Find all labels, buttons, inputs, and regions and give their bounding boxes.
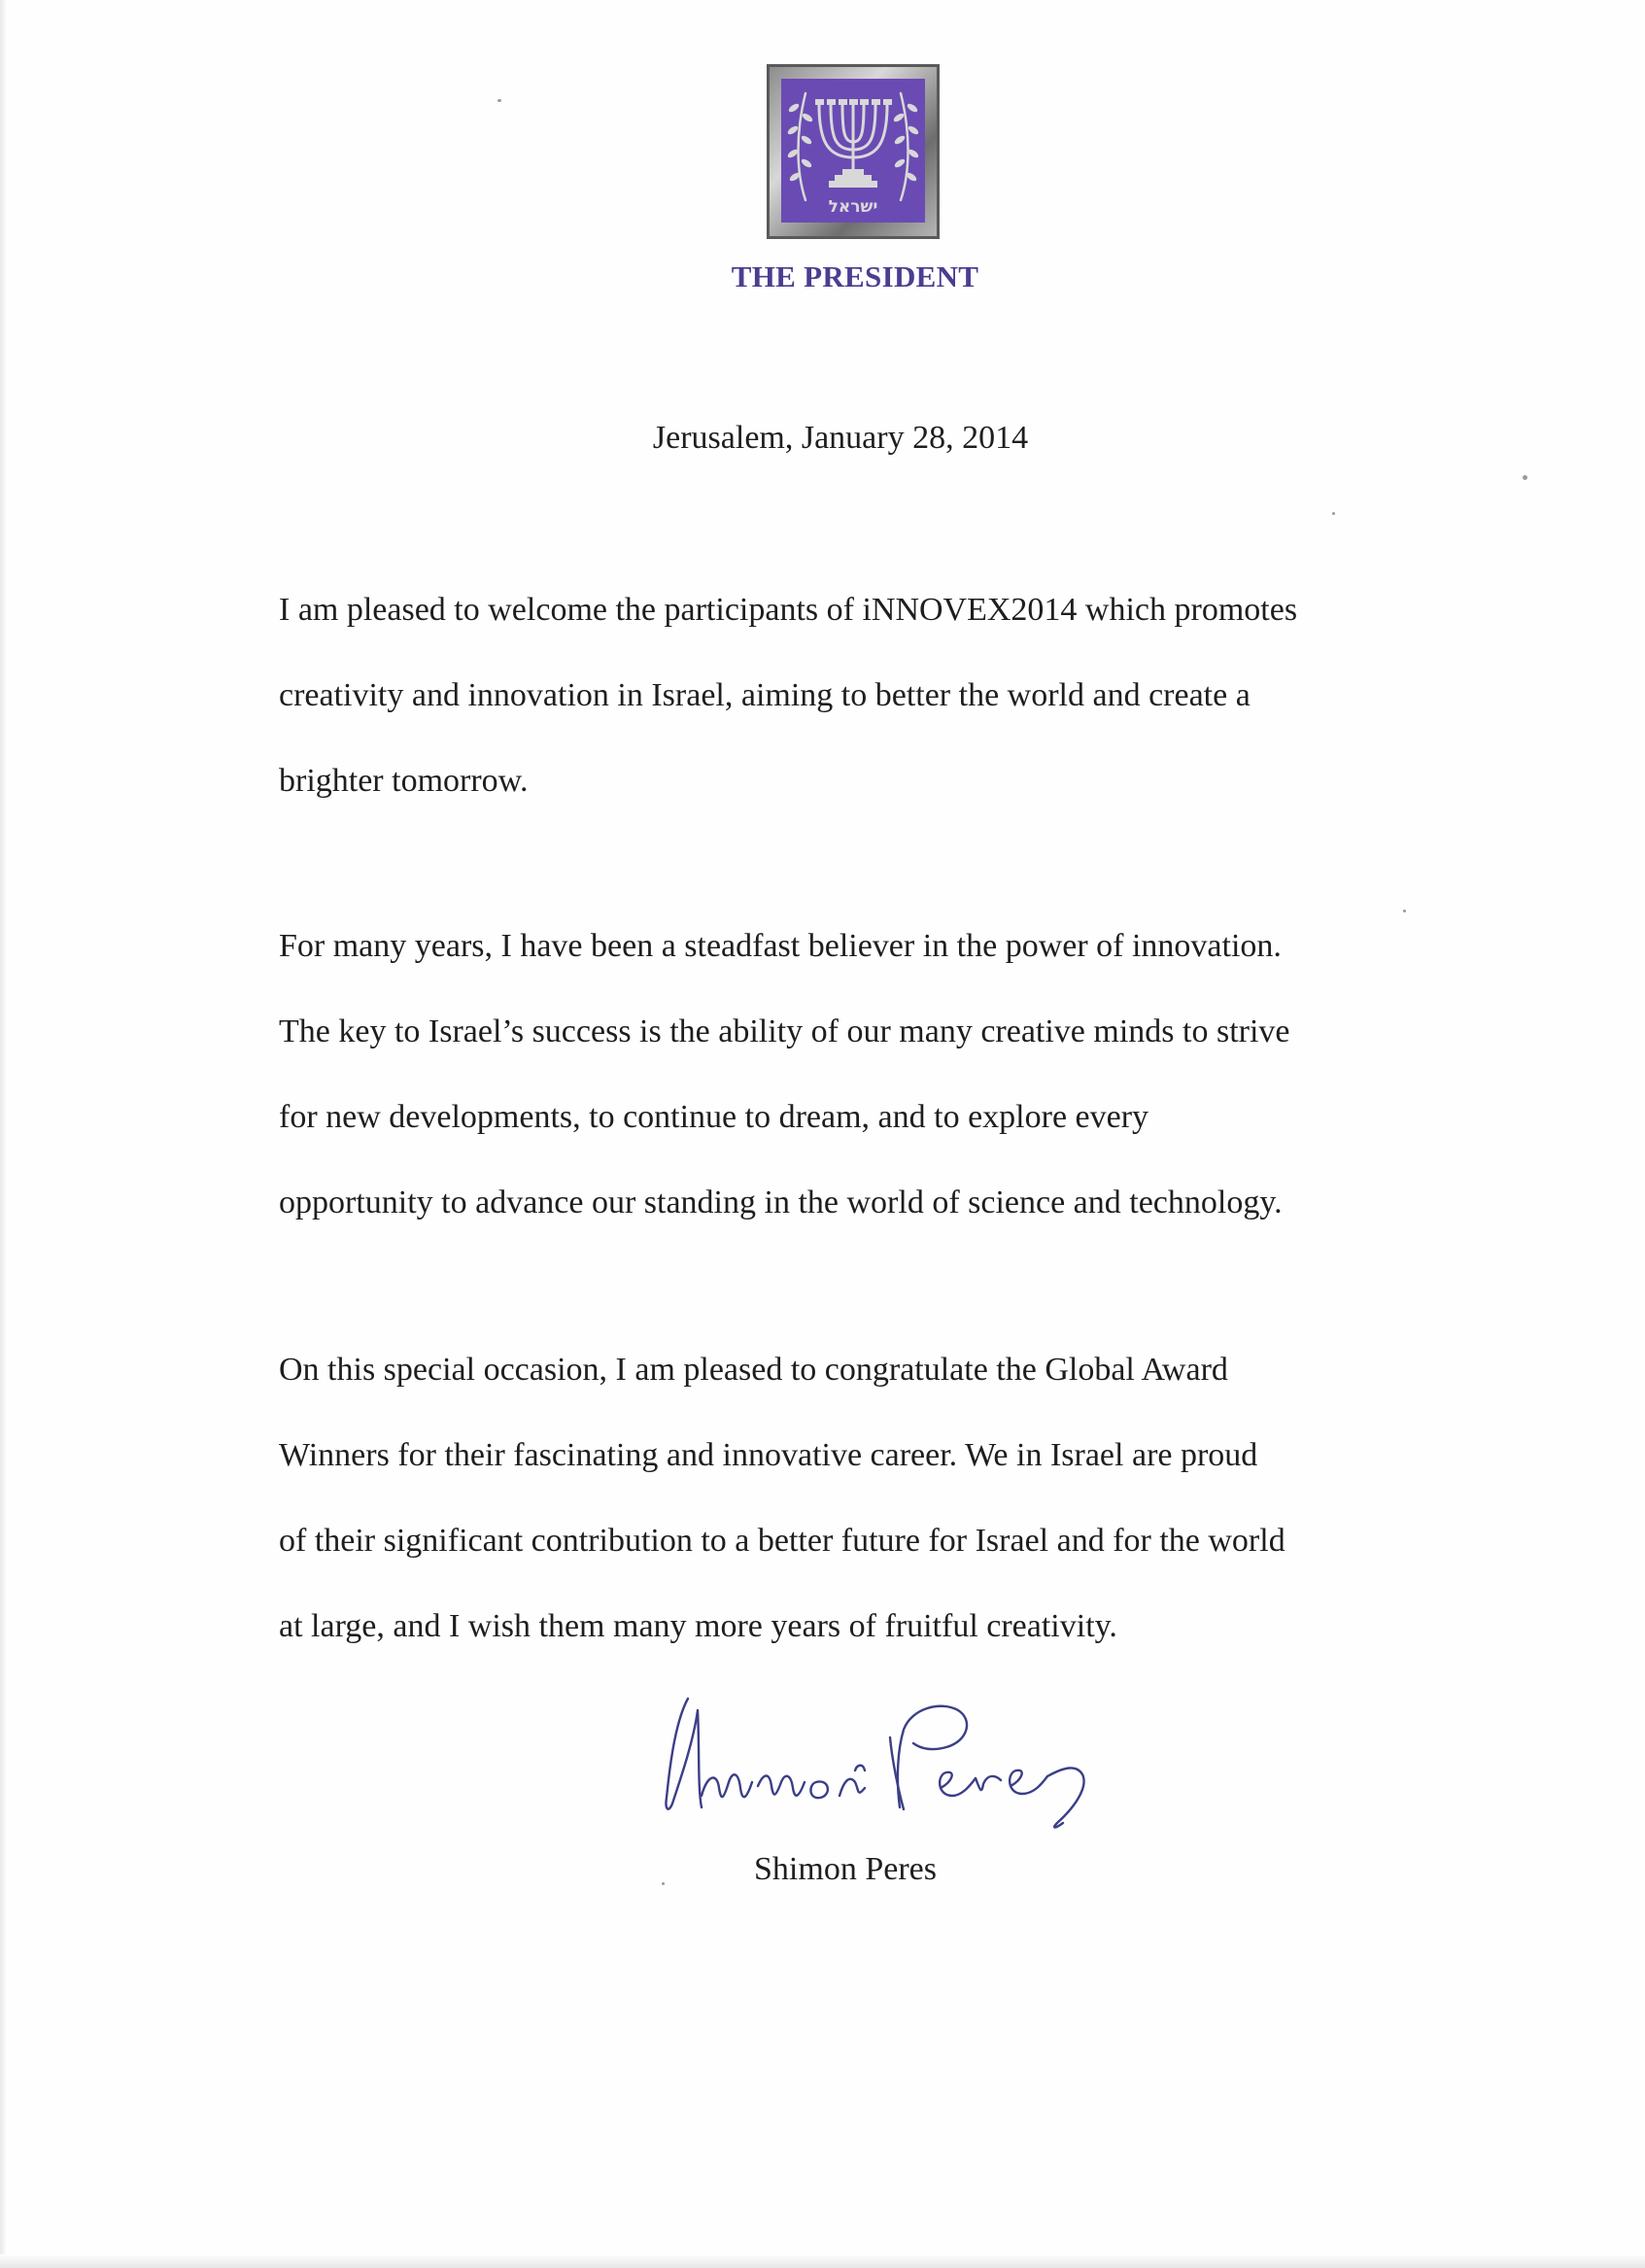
- paragraph-line: brighter tomorrow.: [279, 763, 529, 799]
- scan-speck: [497, 99, 501, 102]
- dateline: Jerusalem, January 28, 2014: [652, 420, 1029, 456]
- paragraph-line: Winners for their fascinating and innovative career. We in Israel are proud: [279, 1437, 1258, 1473]
- paragraph-line: of their significant contribution to a better future for Israel and for the world: [279, 1523, 1285, 1559]
- emblem-of-israel-icon: [767, 64, 940, 239]
- scan-speck: [1332, 512, 1335, 515]
- signer-name: Shimon Peres: [754, 1851, 937, 1887]
- paragraph-line: for new developments, to continue to dream, and to explore every: [279, 1099, 1149, 1135]
- scan-speck: [1523, 475, 1527, 480]
- scan-speck: [1403, 910, 1406, 912]
- paragraph-line: For many years, I have been a steadfast believer in the power of innovation.: [279, 928, 1282, 964]
- page-bottom-edge: [0, 2254, 1645, 2268]
- emblem-inscription: ישראל: [828, 197, 878, 217]
- paragraph-line: The key to Israel’s success is the ability of our many creative minds to strive: [279, 1014, 1290, 1049]
- paragraph-line: at large, and I wish them many more years of fruitful creativity.: [279, 1608, 1117, 1644]
- paragraph-innovation: [279, 904, 1425, 1246]
- scan-speck: [662, 1882, 665, 1885]
- letterhead-title: THE PRESIDENT: [731, 259, 979, 293]
- paragraph-line: opportunity to advance our standing in the world of science and technology.: [279, 1185, 1283, 1220]
- handwritten-signature-icon: [649, 1681, 1154, 1837]
- paragraph-line: creativity and innovation in Israel, aiming to better the world and create a: [279, 677, 1251, 713]
- paragraph-welcome: [279, 567, 1425, 824]
- paragraph-congratulations: [279, 1327, 1425, 1669]
- page-left-edge: [0, 0, 6, 2268]
- paragraph-line: On this special occasion, I am pleased to congratulate the Global Award: [279, 1352, 1228, 1388]
- paragraph-line: I am pleased to welcome the participants of iNNOVEX2014 which promotes: [279, 592, 1298, 628]
